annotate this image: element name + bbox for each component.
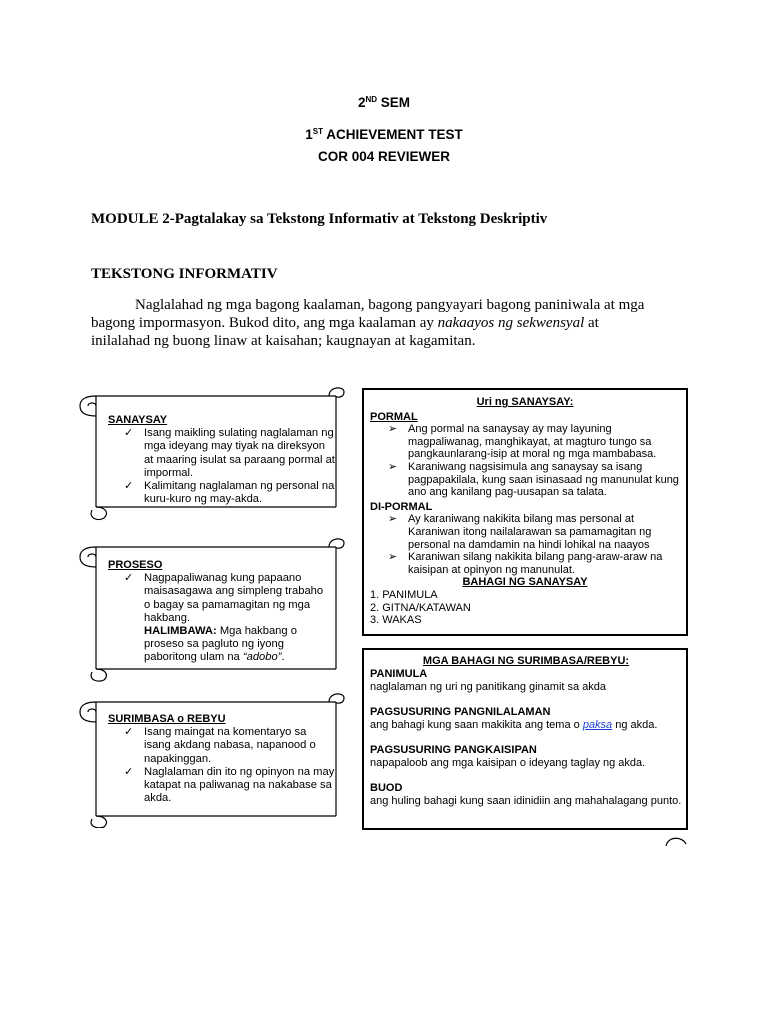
check-icon: ✓ — [124, 572, 134, 585]
bahagi-surimbasa-box — [362, 648, 688, 830]
scroll-proseso-title: PROSESO — [108, 559, 163, 571]
list-item: ✓ Kalimitang naglalaman ng personal na kuru-kuro ng may-akda. — [124, 480, 335, 506]
section-text: ang bahagi kung saan makikita ang tema o paksa ng akda. — [370, 719, 658, 731]
intro-paragraph: Naglalahad ng mga bagong kaalaman, bagong pangyayari bagong paniniwala at mga bagong impormasyon. Bukod dito, ang mga kaalaman ay nakaayos ng sekwensyal at inilalahad ng buong linaw at kaisahan; kaugnayan at kagamitan. — [91, 297, 645, 349]
list-item: ✓ Naglalaman din ito ng opinyon na may katapat na paliwanag na nakabase sa akda. — [124, 765, 335, 805]
pormal-label: PORMAL — [370, 410, 418, 423]
uri-sanaysay-title: Uri ng SANAYSAY: — [476, 396, 574, 408]
arrow-bullet-icon: ➢ — [388, 423, 398, 436]
uri-sanaysay-box — [362, 388, 688, 636]
paksa-link[interactable]: paksa — [582, 719, 613, 731]
scroll-surimbasa-title: SURIMBASA o REBYU — [108, 713, 226, 725]
list-item: ✓ Nagpapaliwanag kung papaano maisasagawa ang simpleng trabaho o bagay sa pamamagitan ng mga hakbang. — [124, 572, 324, 624]
section-label: PAGSUSURING PANGNILALAMAN — [370, 706, 551, 718]
list-item: ✓ Isang maingat na komentaryo sa isang akdang nabasa, napanood o napakinggan. — [124, 726, 316, 765]
list-item: ✓ Isang maikling sulating naglalaman ng mga ideyang may tiyak na direksyon at maaring isulat sa paraang pormal at impormal. — [124, 427, 335, 479]
bahagi-sanaysay-title: BAHAGI NG SANAYSAY — [462, 576, 588, 589]
section-title: TEKSTONG INFORMATIV — [91, 266, 278, 282]
section-text: napapaloob ang mga kaisipan o ideyang taglay ng akda. — [370, 757, 646, 769]
section-text: naglalaman ng uri ng panitikang ginamit sa akda — [370, 681, 607, 693]
arrow-bullet-icon: ➢ — [388, 513, 398, 526]
scroll-sanaysay — [108, 414, 336, 506]
section-label: PANIMULA — [370, 668, 428, 680]
arrow-bullet-icon: ➢ — [388, 551, 398, 564]
scroll-sanaysay-title: SANAYSAY — [108, 414, 168, 426]
header-test: 1ST ACHIEVEMENT TEST — [305, 127, 463, 142]
dipormal-label: DI-PORMAL — [370, 500, 433, 513]
section-label: BUOD — [370, 782, 403, 794]
list-item: 1. PANIMULA — [370, 588, 438, 601]
list-item: 2. GITNA/KATAWAN — [370, 601, 471, 614]
list-item: 3. WAKAS — [370, 614, 422, 627]
list-item: ➢ Ang pormal na sanaysay ay may layuning magpaliwanag, manghikayat, at magturo tungo sa pangkaunlarang-isip at moral ng mga mambabasa. — [388, 423, 657, 461]
check-icon: ✓ — [124, 726, 134, 739]
module-title: MODULE 2-Pagtalakay sa Tekstong Informativ at Tekstong Deskriptiv — [91, 211, 548, 227]
bahagi-surimbasa-title: MGA BAHAGI NG SURIMBASA/REBYU: — [422, 655, 630, 667]
check-icon: ✓ — [124, 765, 134, 778]
check-icon: ✓ — [124, 427, 134, 440]
proseso-example: HALIMBAWA: Mga hakbang o proseso sa pagluto ng iyong paboritong ulam na “adobo”. — [144, 625, 297, 664]
curl-decoration — [664, 834, 688, 848]
scroll-proseso — [108, 559, 332, 665]
scroll-surimbasa — [108, 713, 336, 805]
section-text: ang huling bahagi kung saan idinidiin ang mahahalagang punto. — [370, 795, 682, 807]
arrow-bullet-icon: ➢ — [388, 460, 398, 473]
list-item: ➢ Karaniwang nagsisimula ang sanaysay sa isang pagpapakilala, kung saan isinasaad ng manunulat kung ano ang kanilang pag-uusapan sa talata. — [388, 460, 679, 499]
section-label: PAGSUSURING PANGKAISIPAN — [370, 744, 537, 756]
check-icon: ✓ — [124, 480, 134, 493]
header-reviewer: COR 004 REVIEWER — [317, 149, 451, 164]
header-sem: 2ND SEM — [357, 95, 411, 110]
list-item: ➢ Ay karaniwang nakikita bilang mas personal at Karaniwan itong nailalarawan sa pamamagitan ng personal na damdamin na hindi lohikal na naayos — [388, 513, 652, 551]
list-item: ➢ Karaniwan silang nakikita bilang pang-araw-araw na kaisipan at opinyon ng manunulat. — [388, 551, 663, 576]
